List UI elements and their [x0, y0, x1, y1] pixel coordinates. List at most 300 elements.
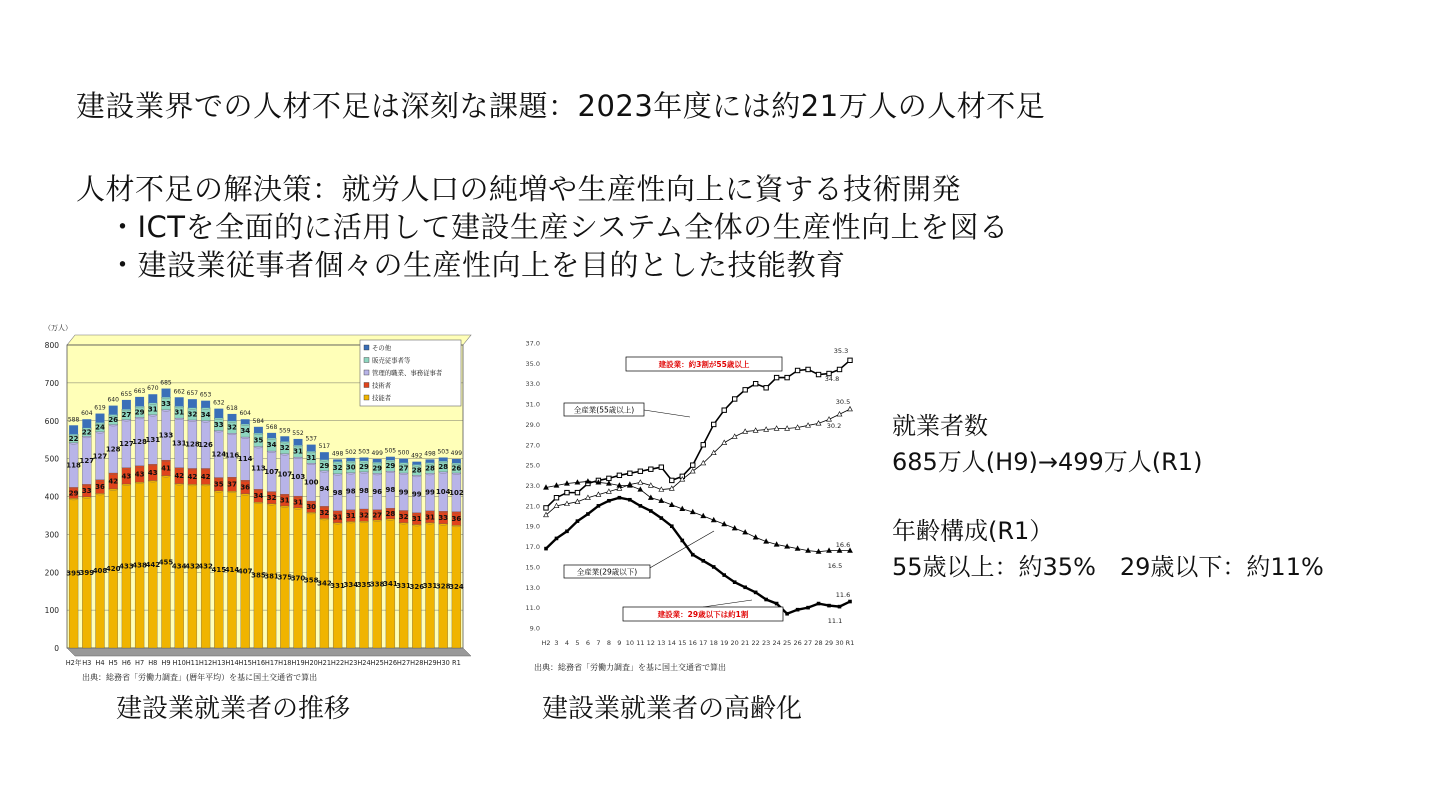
- x-tick-label: H3: [82, 659, 92, 667]
- bar-data-label: 22: [68, 435, 79, 444]
- data-point: [848, 600, 852, 604]
- data-point: [722, 573, 726, 577]
- bar-total-label: 584: [252, 417, 265, 425]
- y-tick-label: 25.0: [525, 461, 540, 470]
- bar-data-label: 128: [105, 445, 121, 454]
- x-tick-label: H11: [185, 659, 200, 667]
- data-point: [607, 476, 611, 480]
- workers-aging-chart: [518, 333, 863, 673]
- bar-data-label: 455: [158, 558, 174, 567]
- bar-data-label: 42: [174, 472, 185, 481]
- data-point: [838, 605, 842, 609]
- bar-total-label: 502: [345, 448, 357, 456]
- bar-data-label: 326: [409, 582, 425, 591]
- bar-segment-other: [228, 414, 237, 421]
- bar-data-label: 381: [264, 572, 279, 581]
- workers-value: 685万人(H9)→499万人(R1): [892, 448, 1203, 476]
- bar-segment-other: [439, 457, 448, 461]
- bar-segment-other: [96, 414, 105, 423]
- data-point: [576, 519, 580, 523]
- bar-data-label: 98: [385, 486, 396, 495]
- bar-data-label: 24: [95, 423, 105, 432]
- bar-data-label: 31: [293, 498, 303, 507]
- bar-data-label: 30: [306, 503, 317, 512]
- x-tick-label: H28: [410, 659, 424, 667]
- x-tick-label: 30: [835, 639, 844, 647]
- bar-data-label: 34: [253, 492, 264, 501]
- data-point: [680, 539, 684, 543]
- data-point: [827, 604, 831, 608]
- y-tick-label: 100: [44, 606, 59, 616]
- annotation-label: 全産業(29歳以下): [576, 567, 638, 577]
- bar-total-label: 670: [147, 385, 159, 393]
- bar-data-label: 432: [185, 562, 200, 571]
- bar-data-label: 27: [372, 511, 383, 520]
- bar-data-label: 341: [383, 579, 398, 588]
- bar-total-label: 498: [331, 450, 344, 458]
- bar-data-label: 32: [266, 494, 277, 503]
- bar-total-label: 657: [186, 390, 199, 398]
- bar-data-label: 28: [385, 510, 396, 519]
- x-tick-label: 17: [699, 639, 708, 647]
- bar-data-label: 96: [372, 488, 383, 497]
- data-point: [806, 606, 810, 610]
- data-point: [649, 467, 653, 471]
- y-tick-label: 35.0: [525, 359, 540, 368]
- bar-segment-other: [254, 427, 263, 433]
- legend-label: 管理的職業、事務従事者: [372, 369, 443, 377]
- x-tick-label: H4: [95, 659, 105, 667]
- x-tick-label: 25: [782, 639, 792, 647]
- bar-data-label: 408: [92, 567, 108, 576]
- bar-data-label: 36: [451, 514, 462, 523]
- bar-data-label: 385: [251, 571, 266, 580]
- bar-data-label: 28: [438, 463, 449, 472]
- x-tick-label: 18: [709, 639, 718, 647]
- right-chart-caption: 建設業就業者の高齢化: [542, 694, 803, 724]
- bar-data-label: 31: [147, 405, 158, 414]
- legend-label: 技能者: [372, 394, 392, 402]
- y-tick-label: 27.0: [525, 441, 540, 450]
- bar-data-label: 118: [66, 461, 81, 470]
- x-tick-label: H27: [396, 659, 411, 667]
- y-tick-label: 13.0: [525, 583, 540, 592]
- data-point: [638, 469, 642, 473]
- data-point: [764, 598, 768, 602]
- x-tick-label: H9: [161, 659, 171, 667]
- bar-data-label: 127: [79, 456, 95, 465]
- bar-segment-other: [188, 399, 197, 408]
- bar-data-label: 324: [449, 583, 464, 592]
- x-tick-label: 4: [564, 639, 570, 647]
- bar-data-label: 370: [290, 574, 306, 583]
- data-point: [575, 490, 579, 494]
- y-tick-label: 33.0: [525, 380, 540, 389]
- bar-data-label: 375: [277, 573, 293, 582]
- bar-data-label: 22: [81, 428, 92, 437]
- bar-data-label: 27: [398, 464, 409, 473]
- bar-data-label: 32: [279, 444, 290, 453]
- bar-data-label: 131: [171, 439, 187, 448]
- headline: 建設業界での人材不足は深刻な課題：2023年度には約21万人の人材不足: [76, 89, 1046, 123]
- bar-data-label: 32: [187, 410, 198, 419]
- annotation-label: 建設業：約3割が55歳以上: [658, 360, 750, 369]
- data-point: [732, 397, 736, 401]
- data-point: [817, 602, 821, 606]
- y-tick-label: 19.0: [525, 522, 540, 531]
- bar-data-label: 33: [81, 487, 92, 496]
- x-tick-label: H23: [344, 659, 358, 667]
- y-tick-label: 300: [44, 530, 59, 540]
- bar-data-label: 43: [134, 470, 145, 479]
- bar-segment-other: [452, 459, 461, 463]
- bar-data-label: 36: [95, 483, 105, 492]
- bar-data-label: 43: [121, 472, 132, 481]
- legend-swatch: [364, 395, 369, 400]
- data-point: [660, 516, 664, 520]
- bar-data-label: 31: [279, 496, 290, 505]
- bar-segment-other: [307, 445, 316, 452]
- bar-data-label: 29: [359, 462, 369, 471]
- x-tick-label: H2年: [65, 659, 82, 667]
- x-tick-label: H10: [172, 659, 186, 667]
- bar-data-label: 35: [253, 436, 264, 445]
- x-tick-label: H29: [423, 659, 437, 667]
- point-value-label: 30.2: [826, 422, 842, 430]
- bar-data-label: 36: [240, 483, 251, 492]
- bar-data-label: 104: [435, 488, 451, 497]
- x-tick-label: H25: [370, 659, 384, 667]
- x-tick-label: H18: [278, 659, 292, 667]
- data-point: [775, 602, 779, 606]
- x-tick-label: H24: [357, 659, 371, 667]
- bar-data-label: 338: [369, 580, 385, 589]
- x-tick-label: 20: [730, 639, 739, 647]
- bar-data-label: 31: [174, 408, 185, 417]
- legend-swatch: [364, 370, 369, 375]
- bar-segment-other: [162, 389, 171, 398]
- bar-data-label: 433: [119, 562, 134, 571]
- point-value-label: 11.6: [835, 591, 851, 599]
- data-point: [554, 496, 558, 500]
- x-tick-label: 3: [554, 639, 559, 647]
- bar-total-label: 604: [239, 410, 251, 418]
- data-point: [659, 465, 663, 469]
- bar-data-label: 34: [200, 410, 211, 419]
- y-tick-label: 700: [44, 378, 59, 388]
- data-point: [628, 498, 632, 502]
- right-chart-source: 出典：総務省「労働力調査」を基に国土交通省で算出: [534, 663, 726, 672]
- bar-segment-other: [201, 401, 210, 408]
- bar-data-label: 33: [438, 514, 449, 523]
- bar-data-label: 331: [422, 581, 438, 590]
- x-tick-label: H13: [212, 659, 226, 667]
- x-tick-label: H22: [330, 659, 345, 667]
- bar-data-label: 420: [105, 564, 121, 573]
- bar-data-label: 29: [319, 461, 330, 470]
- x-tick-label: H19: [291, 659, 305, 667]
- bar-segment-other: [346, 458, 355, 461]
- data-point: [544, 506, 548, 510]
- bar-data-label: 32: [359, 511, 369, 520]
- bar-data-label: 30: [345, 463, 356, 472]
- data-point: [617, 473, 621, 477]
- x-tick-label: 6: [585, 639, 591, 647]
- bar-total-label: 559: [279, 427, 291, 435]
- bar-data-label: 29: [134, 408, 145, 417]
- left-chart-caption: 建設業就業者の推移: [116, 694, 351, 724]
- data-point: [774, 375, 778, 379]
- y-tick-label: 500: [44, 454, 59, 464]
- bar-segment-other: [412, 462, 421, 465]
- bar-data-label: 114: [237, 455, 253, 464]
- bar-data-label: 42: [187, 472, 198, 481]
- bar-data-label: 434: [171, 562, 187, 571]
- bar-segment-other: [426, 459, 435, 462]
- y-tick-label: 200: [44, 568, 59, 578]
- data-point: [754, 591, 758, 595]
- age-value: 55歳以上：約35% 29歳以下：約11%: [892, 553, 1324, 581]
- data-point: [764, 386, 768, 390]
- x-tick-label: 14: [667, 639, 676, 647]
- bar-data-label: 41: [161, 464, 171, 473]
- solutions-title: 人材不足の解決策：就労人口の純増や生産性向上に資する技術開発: [76, 172, 962, 206]
- bar-total-label: 619: [94, 404, 106, 412]
- y-tick-label: 400: [44, 492, 59, 502]
- y-tick-label: 31.0: [525, 400, 540, 409]
- y-tick-label: 37.0: [525, 339, 540, 348]
- x-tick-label: H7: [135, 659, 145, 667]
- bar-data-label: 128: [132, 438, 147, 447]
- bar-data-label: 29: [68, 489, 79, 498]
- bar-data-label: 32: [319, 508, 330, 517]
- x-tick-label: 22: [751, 639, 760, 647]
- bar-data-label: 99: [425, 488, 435, 497]
- bar-data-label: 407: [237, 567, 253, 576]
- bar-total-label: 640: [107, 396, 119, 404]
- data-point: [639, 504, 643, 508]
- bar-total-label: 517: [318, 443, 331, 451]
- data-point: [712, 422, 716, 426]
- bar-data-label: 126: [198, 441, 213, 450]
- bar-segment-other: [122, 400, 131, 409]
- bar-data-label: 127: [92, 452, 108, 461]
- x-tick-label: H6: [121, 659, 131, 667]
- point-value-label: 35.3: [833, 347, 849, 355]
- bar-data-label: 32: [398, 513, 409, 522]
- bar-data-label: 395: [66, 569, 81, 578]
- bar-data-label: 358: [303, 576, 319, 585]
- x-tick-label: 8: [606, 639, 611, 647]
- bar-data-label: 26: [108, 416, 119, 425]
- x-tick-label: 26: [793, 639, 802, 647]
- y-tick-label: 21.0: [525, 502, 540, 511]
- x-tick-label: 19: [720, 639, 729, 647]
- bar-data-label: 31: [425, 513, 435, 522]
- data-point: [806, 367, 810, 371]
- bar-total-label: 537: [305, 435, 317, 443]
- bar-segment-other: [320, 452, 329, 460]
- x-tick-label: 28: [814, 639, 823, 647]
- bar-data-label: 28: [411, 466, 422, 475]
- workers-trend-chart: [30, 318, 475, 688]
- x-tick-label: H17: [264, 659, 279, 667]
- x-tick-label: 10: [625, 639, 635, 647]
- bar-data-label: 34: [240, 427, 251, 436]
- x-tick-label: 13: [657, 639, 666, 647]
- left-chart-source: 出典：総務省「労働力調査」(暦年平均）を基に国土交通省で算出: [82, 673, 318, 682]
- bar-data-label: 128: [185, 440, 200, 449]
- bar-data-label: 31: [293, 447, 303, 456]
- point-value-label: 16.6: [835, 541, 851, 549]
- bar-data-label: 131: [145, 435, 161, 444]
- bar-data-label: 33: [161, 400, 171, 409]
- x-tick-label: 27: [803, 639, 813, 647]
- data-point: [691, 553, 695, 557]
- bar-data-label: 415: [211, 565, 227, 574]
- data-point: [743, 585, 747, 589]
- x-tick-label: H8: [148, 659, 158, 667]
- bar-data-label: 31: [345, 512, 356, 521]
- bar-segment-other: [280, 436, 289, 441]
- y-tick-label: 29.0: [525, 420, 540, 429]
- point-value-label: 34.8: [824, 375, 840, 383]
- x-tick-label: H15: [238, 659, 252, 667]
- annotation-label: 全産業(55歳以上): [573, 405, 635, 415]
- legend-swatch: [364, 383, 369, 388]
- bar-total-label: 503: [358, 448, 370, 456]
- x-tick-label: H30: [436, 659, 450, 667]
- x-tick-label: 24: [772, 639, 781, 647]
- point-value-label: 16.5: [827, 562, 843, 570]
- bar-data-label: 414: [224, 566, 240, 575]
- x-tick-label: 5: [575, 639, 580, 647]
- data-point: [670, 524, 674, 528]
- bar-data-label: 31: [411, 515, 422, 524]
- bar-data-label: 107: [277, 470, 293, 479]
- bar-data-label: 98: [332, 488, 343, 497]
- bar-total-label: 492: [411, 452, 423, 460]
- x-tick-label: H26: [383, 659, 398, 667]
- x-tick-label: H2: [541, 639, 551, 647]
- data-point: [733, 580, 737, 584]
- data-point: [848, 358, 852, 362]
- bar-total-label: 632: [213, 399, 225, 407]
- bar-data-label: 100: [303, 478, 319, 487]
- bar-data-label: 331: [330, 581, 345, 590]
- data-point: [586, 512, 590, 516]
- data-point: [785, 375, 789, 379]
- bar-total-label: 499: [371, 450, 383, 458]
- plot-floor: [67, 648, 471, 656]
- data-point: [565, 490, 569, 494]
- data-point: [565, 530, 569, 534]
- bar-total-label: 618: [226, 404, 238, 412]
- data-point: [649, 509, 653, 513]
- bar-data-label: 42: [108, 477, 119, 486]
- x-tick-label: 11: [636, 639, 645, 647]
- data-point: [743, 388, 747, 392]
- data-point: [785, 612, 789, 616]
- bar-total-label: 503: [437, 448, 449, 456]
- y-tick-label: 600: [44, 416, 59, 426]
- data-point: [701, 559, 705, 563]
- x-tick-label: 16: [688, 639, 697, 647]
- bar-segment-other: [294, 439, 303, 445]
- bar-data-label: 31: [306, 453, 317, 462]
- point-value-label: 11.1: [827, 617, 843, 625]
- bar-data-label: 34: [266, 441, 277, 450]
- bar-data-label: 35: [213, 480, 224, 489]
- bar-data-label: 103: [290, 473, 306, 482]
- data-point: [544, 547, 548, 551]
- bar-total-label: 552: [292, 429, 304, 437]
- bar-data-label: 32: [227, 423, 237, 432]
- bar-segment-other: [267, 433, 276, 438]
- legend-label: 販売従事者等: [372, 356, 411, 365]
- bar-data-label: 116: [224, 451, 240, 460]
- data-point: [597, 504, 601, 508]
- y-tick-label: 800: [44, 341, 59, 350]
- data-point: [607, 499, 611, 503]
- legend-swatch: [364, 358, 369, 363]
- bar-segment-other: [386, 457, 395, 460]
- bar-total-label: 505: [384, 447, 397, 455]
- point-value-label: 30.5: [835, 398, 851, 406]
- bar-data-label: 124: [211, 450, 227, 459]
- bar-segment-other: [333, 459, 342, 461]
- bar-total-label: 663: [133, 387, 146, 395]
- bar-data-label: 42: [200, 472, 211, 481]
- bar-total-label: 568: [265, 423, 278, 431]
- bar-data-label: 127: [119, 440, 134, 449]
- bar-segment-other: [69, 425, 78, 434]
- bar-data-label: 29: [385, 462, 396, 471]
- workers-label: 就業者数: [892, 412, 988, 440]
- solution-item: ・建設業従事者個々の生産性向上を目的とした技能教育: [108, 248, 846, 282]
- bar-total-label: 662: [173, 388, 185, 396]
- x-tick-label: 15: [678, 639, 687, 647]
- bar-data-label: 28: [425, 464, 435, 473]
- legend-swatch: [364, 345, 369, 350]
- bar-data-label: 399: [79, 568, 95, 577]
- x-tick-label: 23: [761, 639, 771, 647]
- bar-data-label: 27: [121, 411, 132, 420]
- bar-total-label: 499: [450, 450, 463, 458]
- bar-segment-other: [109, 406, 118, 415]
- x-tick-label: H14: [225, 659, 239, 667]
- bar-data-label: 43: [147, 468, 158, 477]
- bar-data-label: 26: [451, 464, 462, 473]
- y-tick-label: 9.0: [529, 624, 540, 633]
- bar-total-label: 604: [81, 410, 93, 418]
- x-tick-label: H16: [251, 659, 266, 667]
- bar-segment-other: [241, 419, 250, 424]
- bar-data-label: 113: [251, 464, 266, 473]
- data-point: [712, 565, 716, 569]
- bar-segment-other: [148, 394, 157, 403]
- bar-data-label: 342: [317, 579, 332, 588]
- data-point: [618, 496, 622, 500]
- data-point: [796, 608, 800, 612]
- data-point: [795, 368, 799, 372]
- data-point: [722, 408, 726, 412]
- x-tick-label: 7: [596, 639, 601, 647]
- bar-data-label: 334: [343, 581, 359, 590]
- x-tick-label: 21: [741, 639, 750, 647]
- bar-data-label: 37: [227, 480, 237, 489]
- bar-total-label: 500: [397, 449, 410, 457]
